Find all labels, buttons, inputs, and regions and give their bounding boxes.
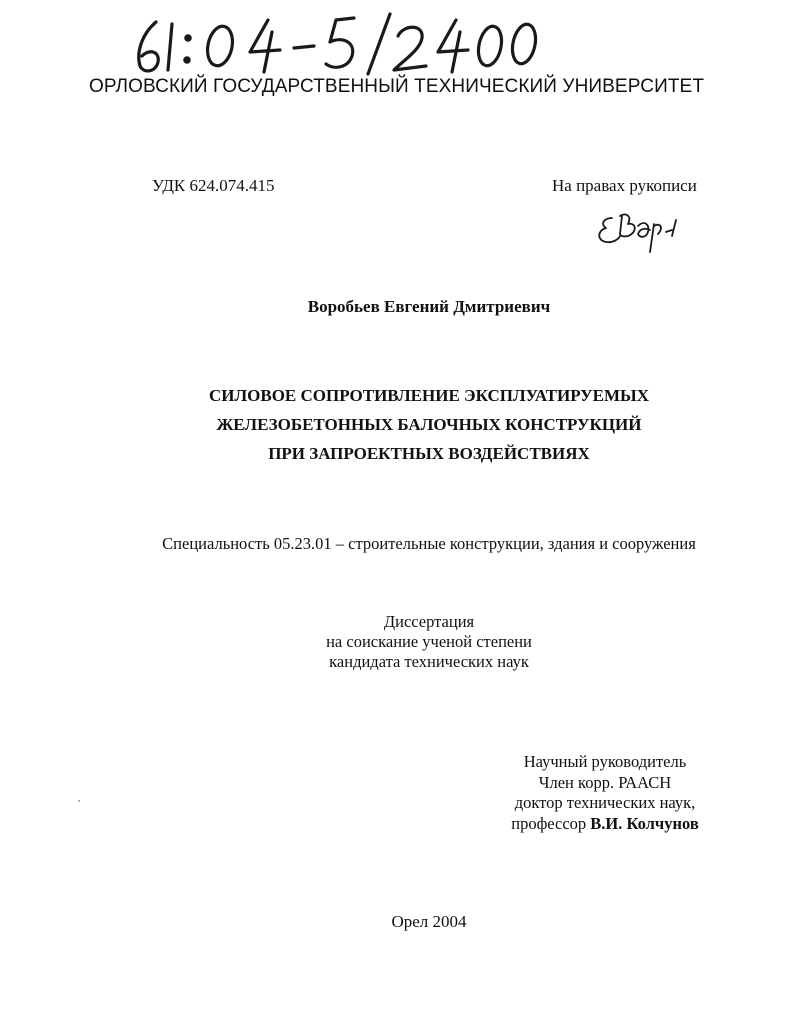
university-name: ОРЛОВСКИЙ ГОСУДАРСТВЕННЫЙ ТЕХНИЧЕСКИЙ УНИВЕРСИТЕТ bbox=[88, 76, 705, 97]
specialty: Специальность 05.23.01 – строительные конструкции, здания и сооружения bbox=[162, 534, 696, 553]
supervisor-role: Научный руководитель bbox=[523, 752, 687, 771]
supervisor-name-line bbox=[470, 814, 740, 835]
supervisor-title: профессор bbox=[511, 813, 591, 833]
dissertation-degree bbox=[0, 612, 793, 672]
dissertation-title bbox=[0, 381, 793, 468]
title-line: СИЛОВОЕ СОПРОТИВЛЕНИЕ ЭКСПЛУАТИРУЕМЫХ bbox=[208, 386, 650, 405]
archive-number-handwritten bbox=[128, 8, 548, 78]
udk-code: УДК 624.074.415 bbox=[152, 176, 275, 195]
supervisor-membership: Член корр. РААСН bbox=[538, 772, 672, 792]
title-line: ЖЕЛЕЗОБЕТОННЫХ БАЛОЧНЫХ КОНСТРУКЦИЙ bbox=[216, 415, 642, 434]
degree-line: Диссертация bbox=[383, 612, 475, 631]
scan-speck bbox=[78, 800, 80, 802]
title-line: ПРИ ЗАПРОЕКТНЫХ ВОЗДЕЙСТВИЯХ bbox=[268, 444, 590, 463]
city-year: Орел 2004 bbox=[391, 912, 467, 931]
supervisor-block bbox=[470, 752, 740, 834]
rights-note: На правах рукописи bbox=[552, 176, 697, 195]
degree-line: кандидата технических наук bbox=[329, 652, 529, 671]
degree-line: на соискание ученой степени bbox=[326, 632, 532, 651]
supervisor-degree: доктор технических наук, bbox=[514, 793, 696, 812]
signature bbox=[592, 206, 682, 254]
author-name: Воробьев Евгений Дмитриевич bbox=[307, 297, 551, 316]
supervisor-name: В.И. Колчунов bbox=[590, 813, 699, 833]
